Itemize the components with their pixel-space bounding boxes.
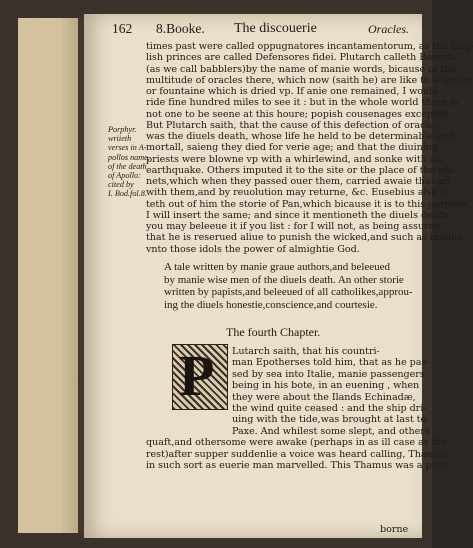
margin-note-line: I. Bod.fol.8. [108,189,147,199]
body-line: multitude of oracles there, which now (saith he) are like to a spring [146,74,473,86]
body-line: (as we call babblers)by the name of manie words, bicause of the [146,63,456,75]
margin-note-line: Porphyr. [108,125,137,134]
running-subject: Oracles. [368,22,409,36]
chapter-line: rest)after supper suddenlie a voice was heard calling, Thamus, [146,448,450,460]
margin-note-line: verses in A- [108,143,147,153]
chapter-line: sed by sea into Italie, manie passengers [232,368,425,380]
body-line: or fountaine which is dried vp. If anie one remained, I would [146,86,439,97]
page-number: 162 [112,21,133,36]
body-line: was the diuels death, whose life he held to be determinable and [146,131,455,142]
book-page [84,14,473,538]
body-line: that he is reserued aliue to punish the wicked,and such as impute [146,232,464,244]
book-label: 8.Booke. [156,21,205,36]
chapter-line: man Epotherses told him, that as he pas- [232,357,430,369]
body-line: earthquake. Others imputed it to the site or the place of the pla- [146,164,457,176]
chapter-line: quaft,and othersome were awake (perhaps in as ill case as the [146,437,448,449]
running-title: The discouerie [234,21,317,36]
body-line: you may beleeue it if you list : for I will not, as being assured [146,221,441,232]
chapter-line: Paxe. And whilest some slept, and others [232,425,430,437]
body-line: mortall, saieng they died for verie age; and that the diuining [146,142,438,154]
margin-note-line: wriieth [108,134,132,144]
catchword: borne [380,524,409,535]
body-line: not one to be seene at this houre; popish cousenages excepted. [146,108,452,120]
margin-note-line: of the death [108,161,147,171]
decorated-initial: P [172,344,228,410]
chapter-line: being in his bote, in an euening , when [232,380,420,392]
body-line: times past were called oppugnatores incantamentorum, as the Eng- [146,41,473,52]
chapter-line: uing with the tide,was brought at last to [232,414,427,426]
chapter-line: Lutarch saith, that his countri- [232,346,380,357]
argument-line: ing the diuels honestie,conscience,and courtesie. [164,298,378,311]
body-line: I will insert the same; and since it mentioneth the diuels death, [146,209,452,221]
body-line: lish princes are called Defensores fidei. Plutarch calleth Boeotia [146,52,456,64]
argument-line: by manie wise men of the diuels death. An other storie [164,273,404,286]
chapter-line: they were about the Ilands Echinadæ, [232,391,416,403]
margin-note-line: of Apollo: [108,171,141,180]
margin-note-line: pollos name, [108,152,150,162]
body-line: priests were blowne vp with a whirlewind, and sonke with an [146,153,442,165]
chapter-line: the wind quite ceased : and the ship dri- [232,403,427,414]
body-line: nets,which when they passed ouer them, carried awaie that art [146,176,452,187]
body-line: ride fine hundred miles to see it : but in the whole world there is [146,97,459,109]
body-line: with them,and by reuolution may returne, &c. Eusebius also ci- [146,187,452,199]
argument-line: written by papists,and beleeued of all catholikes,approu- [164,286,413,298]
chapter-heading: The fourth Chapter. [226,325,321,339]
body-line: teth out of him the storie of Pan,which bicause it is to this purpose, [146,198,471,210]
body-line: vnto those idols the power of almightie God. [146,243,360,255]
chapter-line: in such sort as euerie man marvelled. This Thamus was a pilot, [146,460,451,471]
body-line: But Plutarch saith, that the cause of this defection of oracles, [146,119,442,131]
argument-line: A tale written by manie graue authors,and beleeued [164,261,391,273]
margin-note-line: cited by [108,180,134,190]
